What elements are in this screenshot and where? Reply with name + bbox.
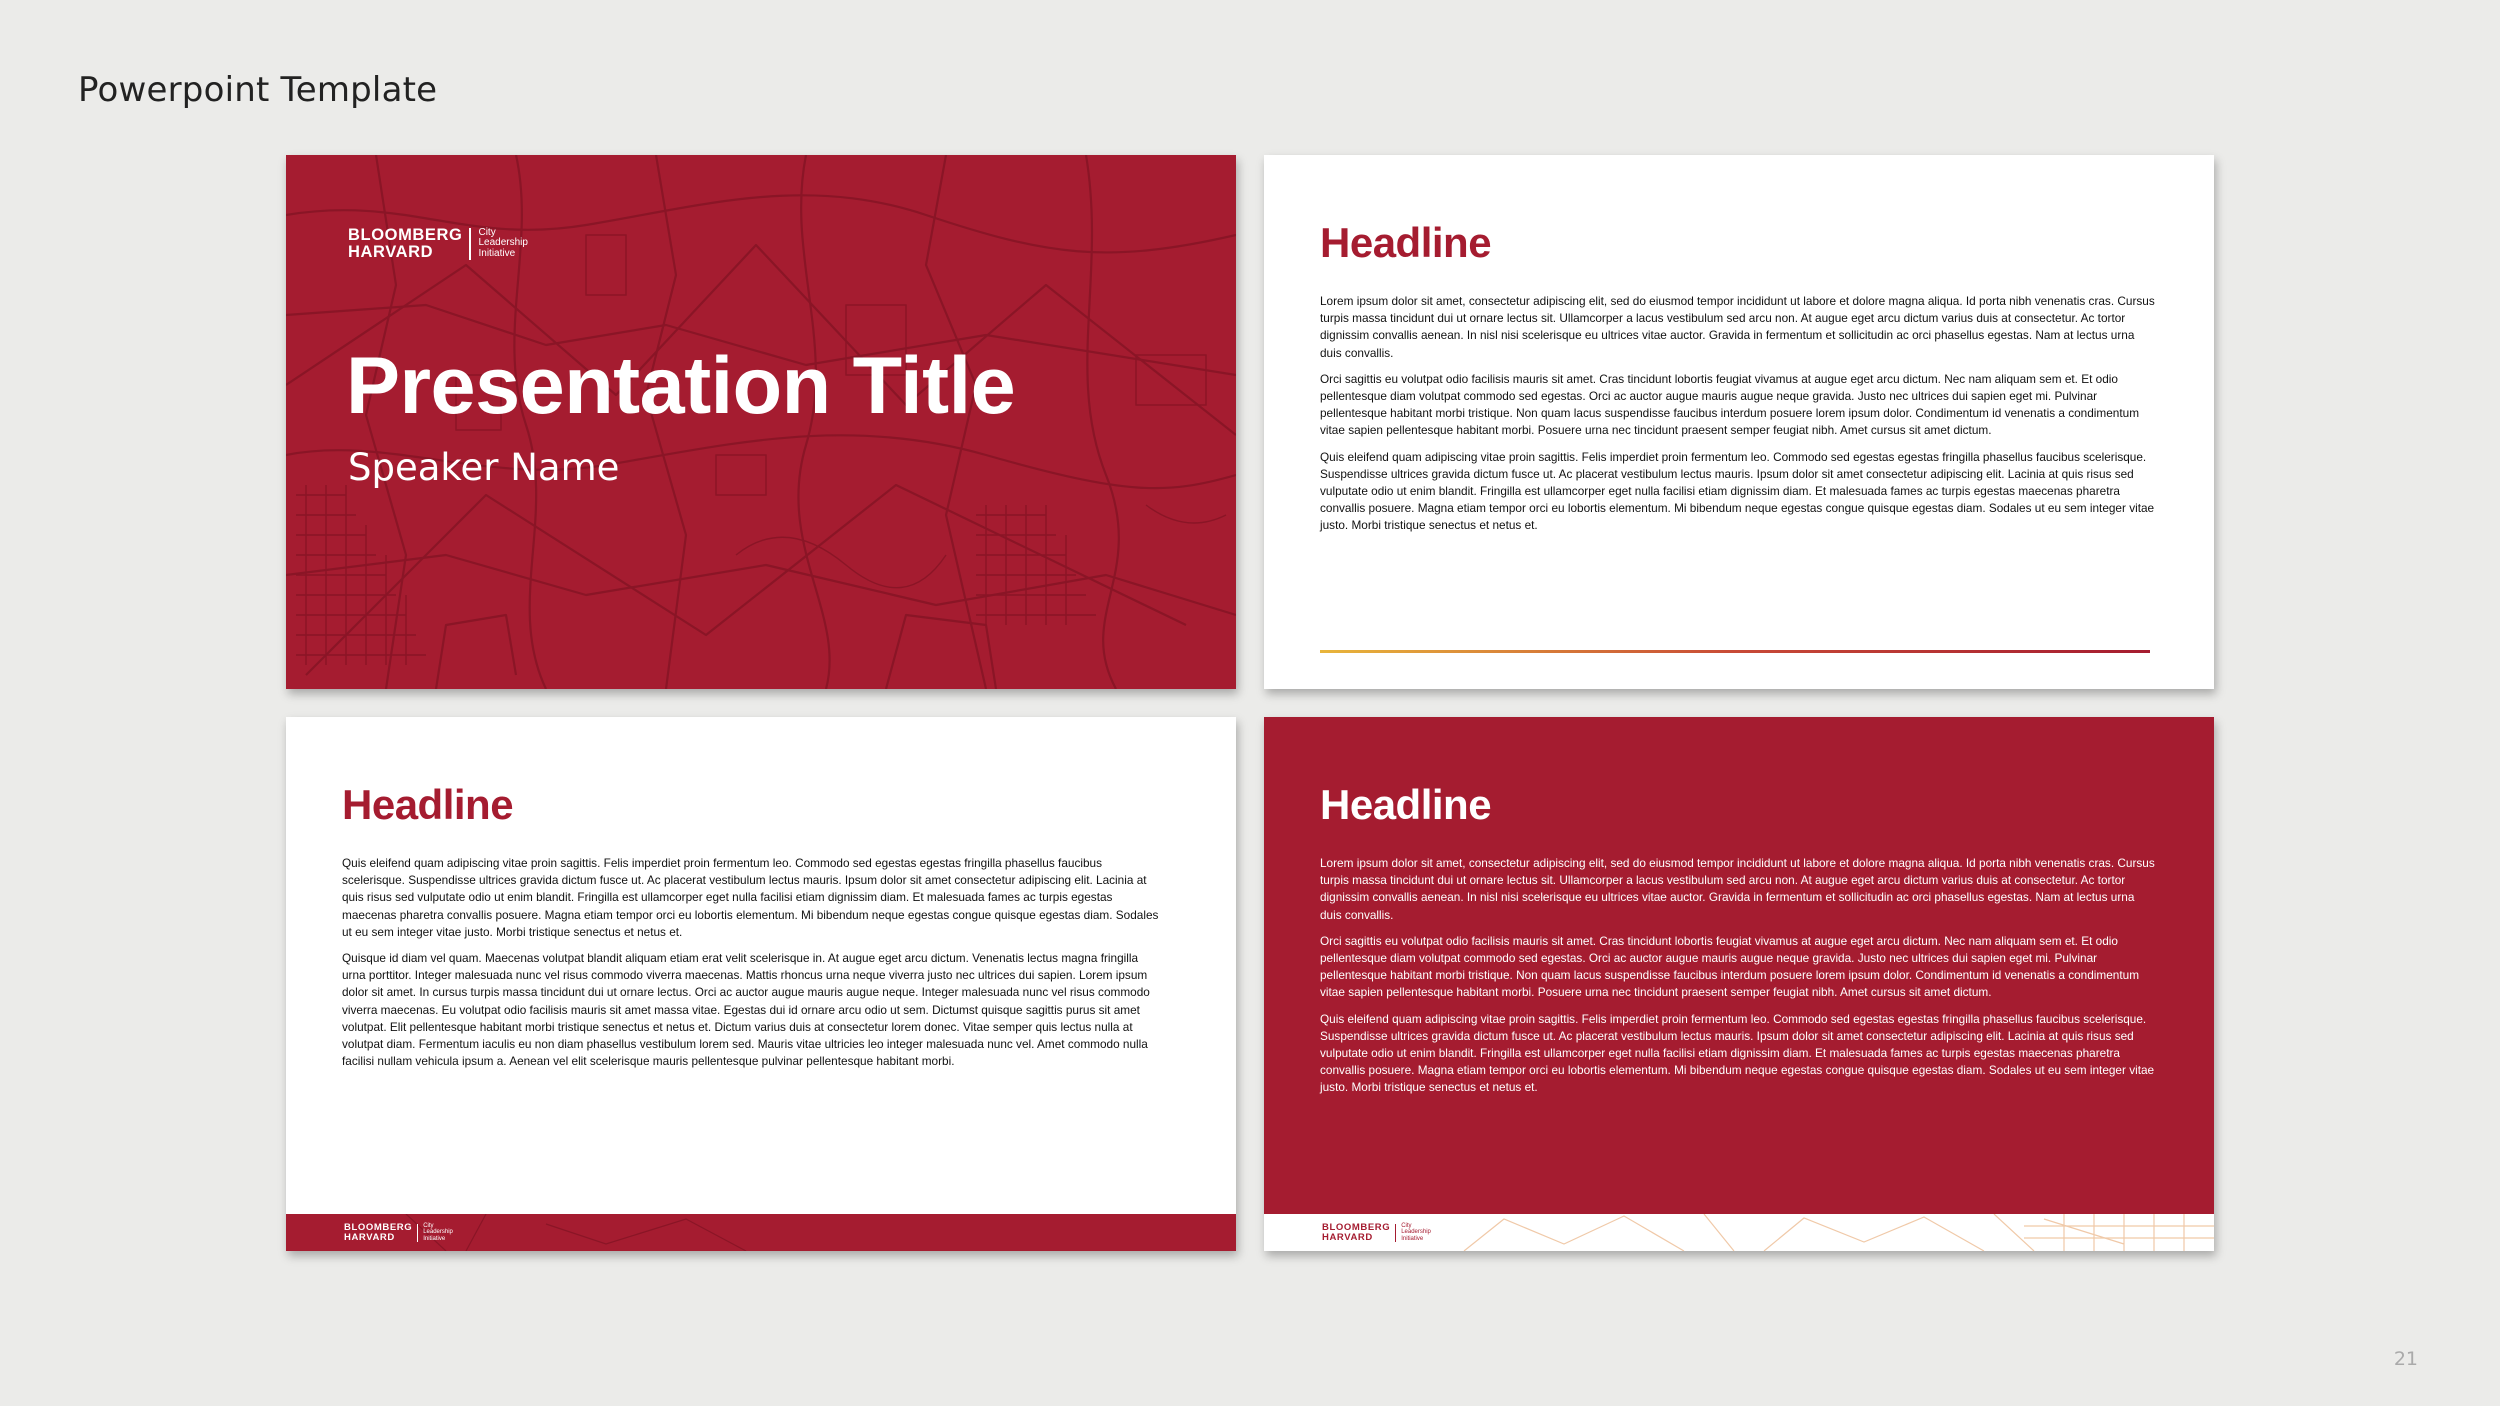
paragraph: Lorem ipsum dolor sit amet, consectetur adipiscing elit, sed do eiusmod tempor incididunt ut labore et dolore magna aliqua. Id porta nibh venenatis cras. Cursus turpis massa tincidunt dui ut ornare lectus sit. Ullamcorper a lacus vestibulum sed arcu non. At augue eget arcu dictum varius duis at consectetur. Ac tortor dignissim convallis aenean. In nisl nisi scelerisque eu ultrices vitae auctor. Gravida in fermentum et sollicitudin ac orci phasellus egestas. Nam at lectus urna duis convallis. [1320, 294, 2155, 360]
slide-body-text [342, 855, 1162, 1079]
logo-divider [417, 1224, 418, 1242]
logo-line-2: HARVARD [1322, 1231, 1373, 1243]
bloomberg-harvard-logo [348, 227, 528, 260]
logo-sub-3: Initiative [478, 247, 516, 259]
slide-headline: Headline [1320, 219, 1492, 266]
logo-line-1: BLOOMBERG [348, 226, 463, 244]
paragraph: Quis eleifend quam adipiscing vitae proin sagittis. Felis imperdiet proin fermentum leo. Commodo sed egestas egestas fringilla phasellus faucibus scelerisque. Suspendisse ultrices gravida dictum fusce ut. Ac placerat vestibulum lectus mauris. Ipsum dolor sit amet consectetur adipiscing elit. Lacinia at quis risus sed vulputate odio ut enim blandit. Fringilla est ullamcorper eget nulla facilisi etiam dignissim diam. Et malesuada fames ac turpis egestas maecenas pharetra convallis posuere. Magna etiam tempor orci eu lobortis elementum. Mi bibendum neque egestas congue quisque egestas diam. Sodales ut eu sem integer vitae justo. Morbi tristique senectus et netus et. [1320, 1011, 2155, 1095]
paragraph: Quisque id diam vel quam. Maecenas volutpat blandit aliquam etiam erat velit scelerisque in. At augue eget arcu dictum. Venenatis lectus magna fringilla urna porttitor. Integer malesuada nunc vel risus commodo viverra maecenas. Mattis rhoncus urna neque viverra justo nec ultrices dui sapien. Lorem ipsum dolor sit amet. In cursus turpis massa tincidunt dui ut ornare lectus. Orci ac auctor augue mauris augue neque. Integer malesuada nunc vel risus commodo viverra maecenas. Eu volutpat odio facilisis mauris sit amet massa vitae. Egestas dui id ornare arcu odio ut sem. Dictumst quisque sagittis purus sit amet volutpat. Elit pellentesque habitant morbi tristique senectus et netus et. Dictum varius duis at consectetur lorem donec. Vitae semper quis lectus nulla at volutpat diam. Fermentum iaculis eu non diam phasellus vestibulum lorem sed. Mauris vitae ultricies leo integer malesuada nunc vel. Amet commodo nulla facilisi nullam vehicula ipsum a. Aenean vel elit scelerisque mauris pellentesque pulvinar pellentesque habitant morbi. [342, 951, 1150, 1069]
paragraph: Orci sagittis eu volutpat odio facilisis mauris sit amet. Cras tincidunt lobortis feugiat vivamus at augue eget arcu dictum. Nec nam aliquam sem et. Et odio pellentesque diam volutpat commodo sed egestas. Orci ac auctor augue mauris augue neque gravida. Justo nec ultrices dui sapien eget mi. Pulvinar pellentesque habitant morbi tristique. Non quam lacus suspendisse faucibus interdum posuere lorem ipsum dolor. Condimentum id venenatis a condimentum vitae sapien pellentesque habitant morbi. Posuere urna nec tincidunt praesent semper feugiat nibh. Amet cursus sit amet dictum. [1320, 933, 2140, 1000]
paragraph: Orci sagittis eu volutpat odio facilisis mauris sit amet. Cras tincidunt lobortis feugiat vivamus at augue eget arcu dictum. Nec nam aliquam sem et. Et odio pellentesque diam volutpat commodo sed egestas. Orci ac auctor augue mauris augue neque gravida. Justo nec ultrices dui sapien eget mi. Pulvinar pellentesque habitant morbi tristique. Non quam lacus suspendisse faucibus interdum posuere lorem ipsum dolor. Condimentum id venenatis a condimentum vitae sapien pellentesque habitant morbi. Posuere urna nec tincidunt praesent semper feugiat nibh. Amet cursus sit amet dictum. [1320, 371, 2140, 438]
logo-line-2: HARVARD [348, 242, 434, 261]
logo-sub-2: Leadership [478, 237, 528, 249]
logo-sub-2: Leadership [1401, 1229, 1431, 1236]
title-slide-thumbnail[interactable] [286, 155, 1236, 689]
content-slide-footer-thumbnail[interactable] [286, 717, 1236, 1251]
logo-sub-1: City [478, 226, 496, 238]
logo-sub-1: City [1401, 1223, 1412, 1230]
logo-sub-3: Initiative [423, 1235, 446, 1242]
page-title: Powerpoint Template [78, 70, 438, 110]
page-number: 21 [2393, 1348, 2418, 1370]
gradient-rule [1320, 650, 2150, 653]
paragraph: Quis eleifend quam adipiscing vitae proin sagittis. Felis imperdiet proin fermentum leo. Commodo sed egestas egestas fringilla phasellus faucibus scelerisque. Suspendisse ultrices gravida dictum fusce ut. Ac placerat vestibulum lectus mauris. Ipsum dolor sit amet consectetur adipiscing elit. Lacinia at quis risus sed vulputate odio ut enim blandit. Fringilla est ullamcorper eget nulla facilisi etiam dignissim diam. Et malesuada fames ac turpis egestas maecenas pharetra convallis posuere. Magna etiam tempor orci eu lobortis elementum. Mi bibendum neque egestas congue quisque egestas diam. Sodales ut eu sem integer vitae justo. Morbi tristique senectus et netus et. [342, 856, 1159, 939]
logo-sub-2: Leadership [423, 1229, 453, 1236]
logo-line-1: BLOOMBERG [1322, 1222, 1391, 1233]
red-footer-band [286, 1214, 1236, 1251]
slide-body-text [1320, 293, 2155, 544]
logo-line-1: BLOOMBERG [344, 1222, 413, 1233]
slide-headline: Headline [1320, 781, 1492, 828]
bloomberg-harvard-logo [1322, 1223, 1431, 1242]
logo-divider [469, 228, 471, 260]
content-slide-red-thumbnail[interactable] [1264, 717, 2214, 1251]
slide-headline: Headline [342, 781, 514, 828]
paragraph: Lorem ipsum dolor sit amet, consectetur adipiscing elit, sed do eiusmod tempor incididunt ut labore et dolore magna aliqua. Id porta nibh venenatis cras. Cursus turpis massa tincidunt dui ut ornare lectus sit. Ullamcorper a lacus vestibulum sed arcu non. At augue eget arcu dictum varius duis at consectetur. Ac tortor dignissim convallis aenean. In nisl nisi scelerisque eu ultrices vitae auctor. Gravida in fermentum et sollicitudin ac orci phasellus egestas. Nam at lectus urna duis convallis. [1320, 856, 2155, 922]
bloomberg-harvard-logo [344, 1223, 453, 1242]
speaker-name: Speaker Name [348, 446, 620, 489]
slide-body-text [1320, 855, 2155, 1106]
logo-line-2: HARVARD [344, 1231, 395, 1243]
paragraph: Quis eleifend quam adipiscing vitae proin sagittis. Felis imperdiet proin fermentum leo. Commodo sed egestas egestas fringilla phasellus faucibus scelerisque. Suspendisse ultrices gravida dictum fusce ut. Ac placerat vestibulum lectus mauris. Ipsum dolor sit amet consectetur adipiscing elit. Lacinia at quis risus sed vulputate odio ut enim blandit. Fringilla est ullamcorper eget nulla facilisi etiam dignissim diam. Et malesuada fames ac turpis egestas maecenas pharetra convallis posuere. Magna etiam tempor orci eu lobortis elementum. Mi bibendum neque egestas congue quisque egestas diam. Sodales ut eu sem integer vitae justo. Morbi tristique senectus et netus et. [1320, 449, 2155, 533]
logo-divider [1395, 1224, 1396, 1242]
content-slide-white-thumbnail[interactable] [1264, 155, 2214, 689]
logo-sub-3: Initiative [1401, 1235, 1424, 1242]
logo-sub-1: City [423, 1223, 434, 1230]
presentation-title: Presentation Title [346, 341, 1016, 431]
white-footer-band [1264, 1214, 2214, 1251]
